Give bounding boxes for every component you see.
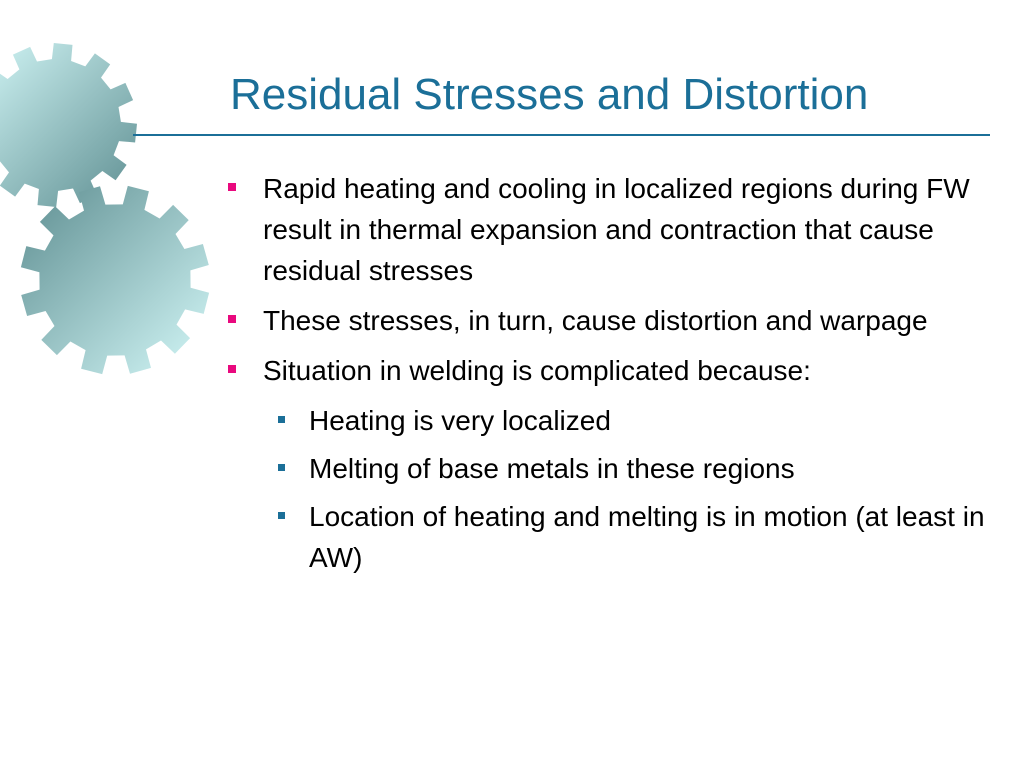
sub-bullet-item [226,400,986,441]
bullet-item [226,300,986,341]
bullet-item [226,350,986,391]
gear-top-shape [0,43,137,207]
gear-bottom-shape [21,186,209,374]
bullet-text: These stresses, in turn, cause distortion and warpage [263,305,928,336]
bullet-marker-icon [228,365,236,373]
sub-bullet-list [226,400,986,578]
bullet-marker-icon [228,315,236,323]
bullet-item [226,168,986,291]
gears-icon [0,0,260,400]
bullet-marker-icon [228,183,236,191]
sub-bullet-text: Location of heating and melting is in motion (at least in AW) [309,501,985,573]
sub-bullet-marker-icon [278,416,285,423]
sub-bullet-text: Heating is very localized [309,405,611,436]
sub-bullet-marker-icon [278,512,285,519]
bullet-list [226,168,986,585]
sub-bullet-marker-icon [278,464,285,471]
sub-bullet-item [226,496,986,578]
slide-title: Residual Stresses and Distortion [230,70,869,119]
sub-bullet-item [226,448,986,489]
sub-bullet-group [226,400,986,578]
bullet-text: Rapid heating and cooling in localized regions during FW result in thermal expansion and contraction that cause residual stresses [263,173,970,286]
bullet-text: Situation in welding is complicated because: [263,355,811,386]
title-divider [133,134,990,136]
sub-bullet-text: Melting of base metals in these regions [309,453,795,484]
